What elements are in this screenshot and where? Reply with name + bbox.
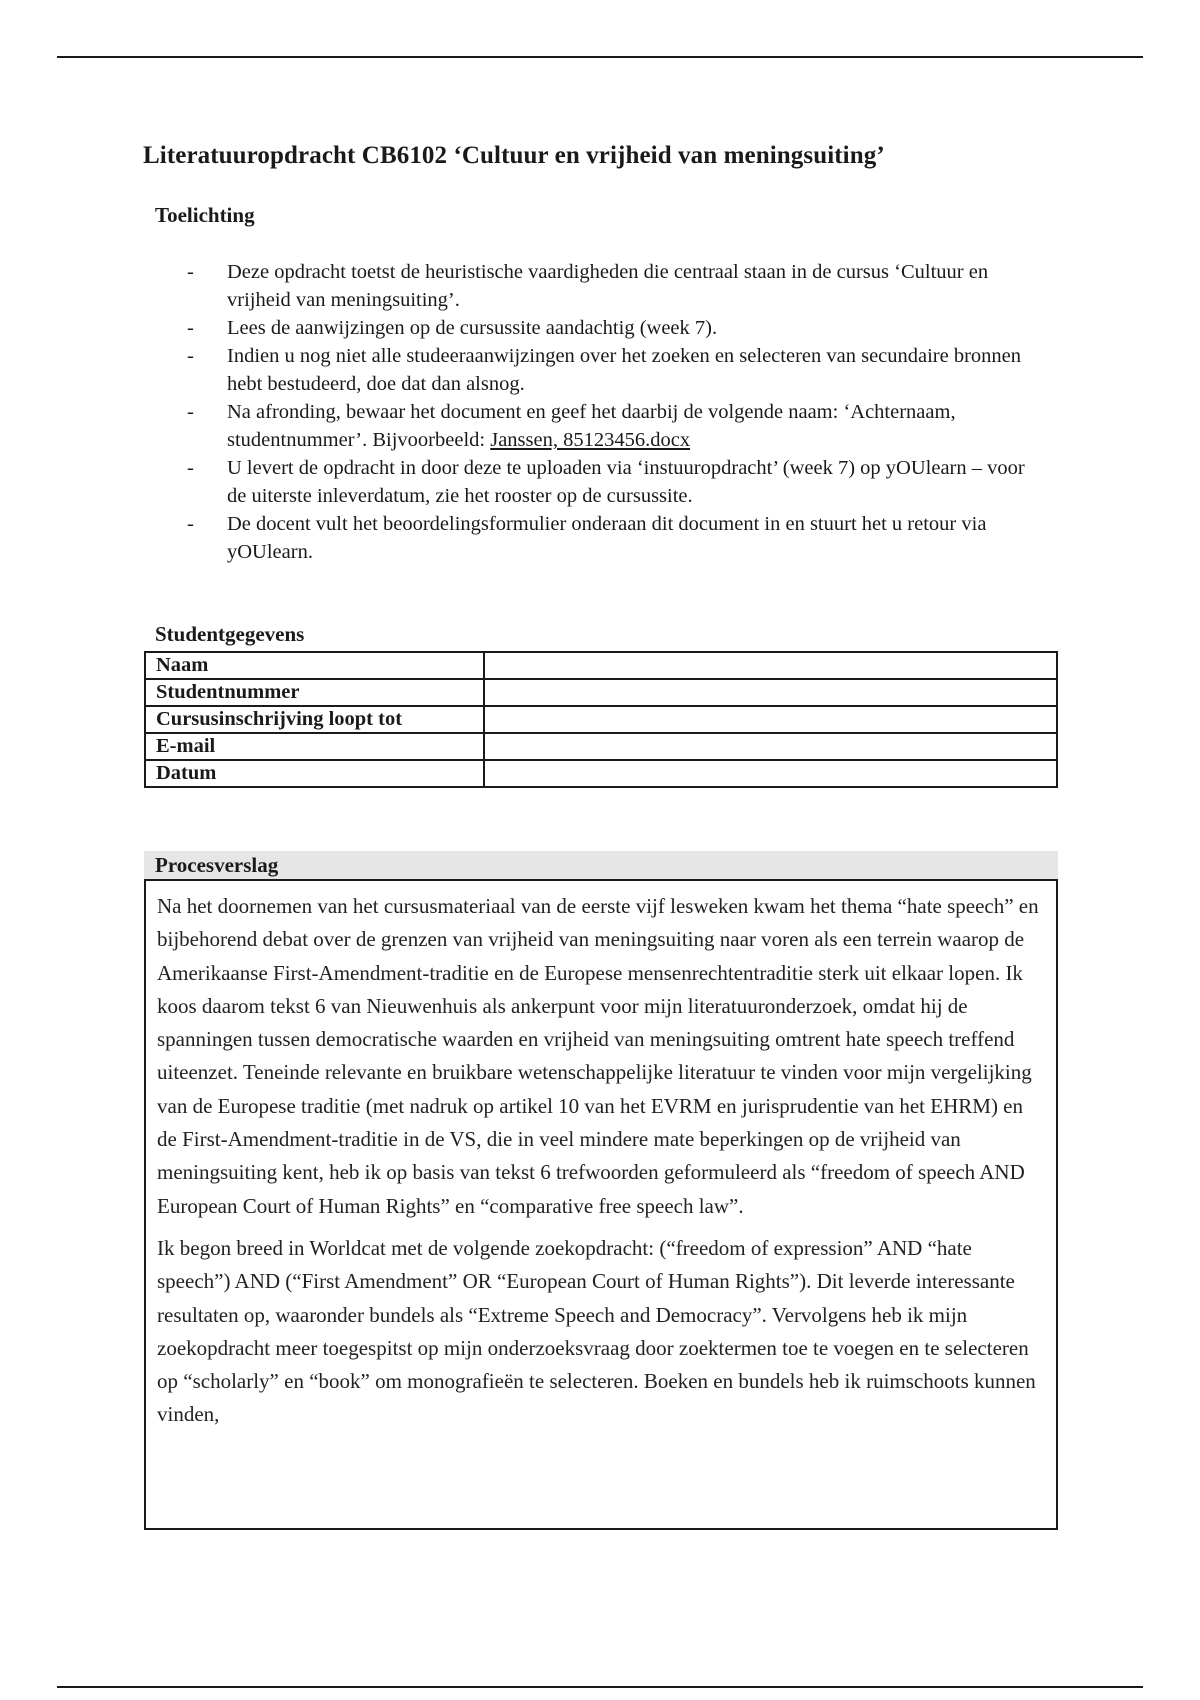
name-field[interactable] bbox=[484, 652, 1057, 679]
list-item bbox=[187, 314, 1037, 342]
instruction-text: U levert de opdracht in door deze te uploaden via ‘instuuropdracht’ (week 7) op yOUlearn – voor de uiterste inleverdatum, zie het rooster op de cursussite. bbox=[227, 457, 1025, 507]
instruction-text: Indien u nog niet alle studeeraanwijzingen over het zoeken en selecteren van secundaire bronnen hebt bestudeerd, doe dat dan alsnog. bbox=[227, 345, 1022, 395]
example-filename: Janssen, 85123456.docx bbox=[490, 429, 691, 451]
bullet-dash: - bbox=[187, 401, 194, 423]
bullet-dash: - bbox=[187, 513, 194, 535]
student-info-table bbox=[144, 651, 1058, 788]
instruction-list bbox=[187, 258, 1037, 566]
list-item bbox=[187, 342, 1037, 398]
toelichting-heading: Toelichting bbox=[155, 203, 255, 227]
instruction-text: Deze opdracht toetst de heuristische vaardigheden die centraal staan in de cursus ‘Cultuur en vrijheid van meningsuiting’. bbox=[227, 261, 989, 311]
bullet-dash: - bbox=[187, 457, 194, 479]
email-field[interactable] bbox=[484, 733, 1057, 760]
table-row bbox=[145, 760, 1057, 787]
field-label: Cursusinschrijving loopt tot bbox=[145, 706, 484, 733]
table-row bbox=[145, 733, 1057, 760]
table-row bbox=[145, 652, 1057, 679]
footer-rule bbox=[57, 1686, 1143, 1688]
field-label: E-mail bbox=[145, 733, 484, 760]
header-rule bbox=[57, 56, 1143, 58]
studentgegevens-heading: Studentgegevens bbox=[155, 622, 305, 646]
paragraph: Na het doornemen van het cursusmateriaal van de eerste vijf lesweken kwam het thema “hate speech” en bijbehorend debat over de grenzen van vrijheid van meningsuiting naar voren als een terrein waarop de Amerikaanse First-Amendment-traditie en de Europese mensenrechtentraditie sterk uit elkaar lopen. Ik koos daarom tekst 6 van Nieuwenhuis als ankerpunt voor mijn literatuuronderzoek, omdat hij de spanningen tussen democratische waarden en vrijheid van meningsuiting omtrent hate speech treffend uiteenzet. Teneinde relevante en bruikbare wetenschappelijke literatuur te vinden voor mijn vergelijking van de Europese traditie (met nadruk op artikel 10 van het EVRM en jurisprudentie van het EHRM) en de First-Amendment-traditie in de VS, die in veel mindere mate beperkingen op de vrijheid van meningsuiting kent, heb ik op basis van tekst 6 trefwoorden geformuleerd als “freedom of speech AND European Court of Human Rights” en “comparative free speech law”. bbox=[157, 894, 1039, 1218]
procesverslag-heading: Procesverslag bbox=[144, 851, 1058, 879]
date-field[interactable] bbox=[484, 760, 1057, 787]
list-item bbox=[187, 454, 1037, 510]
list-item bbox=[187, 510, 1037, 566]
document-title: Literatuuropdracht CB6102 ‘Cultuur en vrijheid van meningsuiting’ bbox=[143, 142, 885, 169]
bullet-dash: - bbox=[187, 261, 194, 283]
bullet-dash: - bbox=[187, 317, 194, 339]
instruction-text: Lees de aanwijzingen op de cursussite aandachtig (week 7). bbox=[227, 317, 718, 339]
field-label: Studentnummer bbox=[145, 679, 484, 706]
bullet-dash: - bbox=[187, 345, 194, 367]
table-row bbox=[145, 706, 1057, 733]
procesverslag-text-box[interactable] bbox=[144, 879, 1058, 1530]
paragraph: Ik begon breed in Worldcat met de volgende zoekopdracht: (“freedom of expression” AND “hate speech”) AND (“First Amendment” OR “European Court of Human Rights”). Dit leverde interessante resultaten op, waaronder bundels als “Extreme Speech and Democracy”. Vervolgens heb ik mijn zoekopdracht meer toegespitst op mijn onderzoeksvraag door zoektermen toe te voegen en te selecteren op “scholarly” en “book” om monografieën te selecteren. Boeken en bundels heb ik ruimschoots kunnen vinden, bbox=[157, 1235, 1036, 1427]
instruction-text: De docent vult het beoordelingsformulier onderaan dit document in en stuurt het u retour via yOUlearn. bbox=[227, 513, 987, 563]
list-item bbox=[187, 258, 1037, 314]
instruction-text: Na afronding, bewaar het document en geef het daarbij de volgende naam: ‘Achternaam, studentnummer’. Bijvoorbeeld: bbox=[227, 401, 956, 451]
table-row bbox=[145, 679, 1057, 706]
list-item bbox=[187, 398, 1037, 454]
student-number-field[interactable] bbox=[484, 679, 1057, 706]
enrollment-end-field[interactable] bbox=[484, 706, 1057, 733]
field-label: Datum bbox=[145, 760, 484, 787]
field-label: Naam bbox=[145, 652, 484, 679]
